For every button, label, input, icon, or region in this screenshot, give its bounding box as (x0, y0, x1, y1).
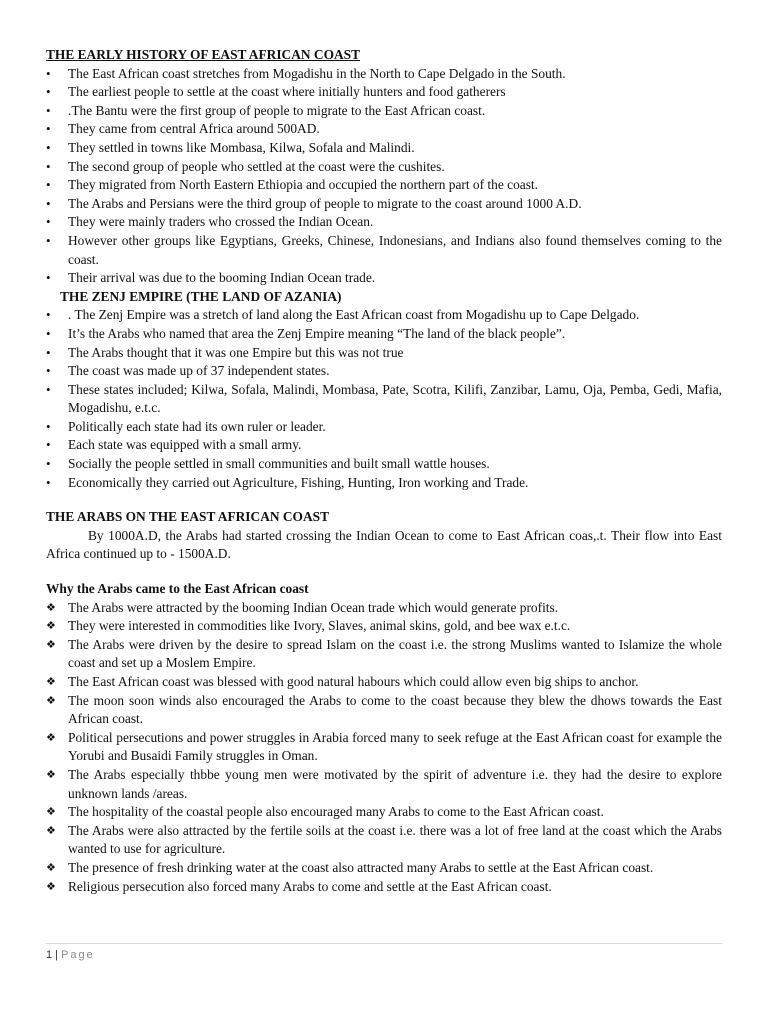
bullet-icon: • (46, 456, 51, 472)
diamond-bullet-icon: ❖ (46, 601, 56, 614)
page-label: Page (60, 949, 95, 961)
list-item: • They migrated from North Eastern Ethiopia and occupied the northern part of the coast. (46, 176, 722, 195)
list-item: ❖ The hospitality of the coastal people also encouraged many Arabs to come to the East African coast. (46, 803, 722, 822)
bullet-icon: • (46, 363, 51, 379)
bullet-icon: • (46, 158, 51, 174)
list-item: ❖ The presence of fresh drinking water at the coast also attracted many Arabs to settle at the East African coast. (46, 859, 722, 878)
bullet-icon: • (46, 232, 51, 248)
list-item: ❖ The moon soon winds also encouraged the Arabs to come to the coast because they blew the dhows towards the East African coast. (46, 692, 722, 727)
arabs-paragraph: By 1000A.D, the Arabs had started crossing the Indian Ocean to come to East African coas,.t. Their flow into East Africa continued up to - 1500A.D. (46, 527, 722, 562)
list-item: • The Arabs and Persians were the third group of people to migrate to the coast around 1000 A.D. (46, 195, 722, 214)
bullet-icon: • (46, 325, 51, 341)
bullet-icon: • (46, 84, 51, 100)
list-item: • Politically each state had its own ruler or leader. (46, 418, 722, 437)
page-number: 1 (46, 949, 53, 961)
list-item: ❖ Political persecutions and power struggles in Arabia forced many to seek refuge at the East African coast for example the Yorubi and Busaidi Family struggles in Oman. (46, 729, 722, 764)
heading-early-history: THE EARLY HISTORY OF EAST AFRICAN COAST (46, 47, 361, 62)
list-item: • The East African coast stretches from Mogadishu in the North to Cape Delgado in the South. (46, 65, 722, 84)
list-item: • .The Bantu were the first group of people to migrate to the East African coast. (46, 102, 722, 121)
diamond-bullet-icon: ❖ (46, 824, 56, 837)
diamond-bullet-icon: ❖ (46, 861, 56, 874)
diamond-bullet-icon: ❖ (46, 806, 56, 819)
list-item: • These states included; Kilwa, Sofala, Malindi, Mombasa, Pate, Scotra, Kilifi, Zanzibar, Lamu, Oja, Pemba, Gedi, Mafia, Mogadishu, e.t.c. (46, 381, 722, 416)
footer-separator: | (55, 949, 58, 961)
bullet-icon: • (46, 474, 51, 490)
list-item: • The coast was made up of 37 independent states. (46, 362, 722, 381)
bullet-icon: • (46, 65, 51, 81)
bullet-icon: • (46, 307, 51, 323)
heading-arabs-coast: THE ARABS ON THE EAST AFRICAN COAST (46, 509, 330, 525)
list-item: • The earliest people to settle at the coast where initially hunters and food gatherers (46, 83, 722, 102)
spacer (46, 492, 722, 508)
list-item: • They settled in towns like Mombasa, Kilwa, Sofala and Malindi. (46, 139, 722, 158)
bullet-icon: • (46, 139, 51, 155)
diamond-bullet-icon: ❖ (46, 676, 56, 688)
bullet-icon: • (46, 121, 51, 137)
bullet-icon: • (46, 344, 51, 360)
list-item: • Each state was equipped with a small army. (46, 436, 722, 455)
diamond-bullet-icon: ❖ (46, 768, 56, 781)
diamond-bullet-icon: ❖ (46, 880, 56, 893)
why-arabs-list (46, 599, 722, 897)
list-item: • They were mainly traders who crossed the Indian Ocean. (46, 213, 722, 232)
list-item: • . The Zenj Empire was a stretch of land along the East African coast from Mogadishu up to Cape Delgado. (46, 306, 722, 325)
diamond-bullet-icon: ❖ (46, 620, 56, 633)
bullet-icon: • (46, 437, 51, 453)
list-item: • They came from central Africa around 500AD. (46, 120, 722, 139)
list-item: ❖ The Arabs were driven by the desire to spread Islam on the coast i.e. the strong Muslims wanted to Islamize the whole coast and set up a Moslem Empire. (46, 636, 722, 671)
list-item: ❖ The Arabs especially thbbe young men were motivated by the spirit of adventure i.e. they had the desire to explore unknown lands /areas. (46, 766, 722, 801)
list-item: • However other groups like Egyptians, Greeks, Chinese, Indonesians, and Indians also found themselves coming to the coast. (46, 232, 722, 267)
zenj-empire-list (46, 306, 722, 492)
bullet-icon: • (46, 270, 51, 286)
bullet-icon: • (46, 418, 51, 434)
list-item: ❖ Religious persecution also forced many Arabs to come and settle at the East African coast. (46, 878, 722, 897)
document-body (46, 46, 722, 896)
list-item: ❖ The East African coast was blessed with good natural habours which could allow even big ships to anchor. (46, 673, 722, 692)
list-item: ❖ The Arabs were also attracted by the fertile soils at the coast i.e. there was a lot of free land at the coast which the Arabs wanted to use for agriculture. (46, 822, 722, 857)
bullet-icon: • (46, 195, 51, 211)
bullet-icon: • (46, 381, 51, 397)
diamond-bullet-icon: ❖ (46, 694, 56, 707)
list-item: • The Arabs thought that it was one Empire but this was not true (46, 344, 722, 363)
bullet-icon: • (46, 102, 51, 118)
diamond-bullet-icon: ❖ (46, 731, 56, 744)
page-footer (46, 946, 95, 965)
list-item: • Their arrival was due to the booming Indian Ocean trade. (46, 269, 722, 288)
diamond-bullet-icon: ❖ (46, 638, 56, 651)
heading-why-arabs-came: Why the Arabs came to the East African coast (46, 581, 309, 597)
heading-zenj-empire: THE ZENJ EMPIRE (THE LAND OF AZANIA) (60, 288, 342, 304)
list-item: • Socially the people settled in small communities and built small wattle houses. (46, 455, 722, 474)
list-item: ❖ They were interested in commodities like Ivory, Slaves, animal skins, gold, and bee wax e.t.c. (46, 617, 722, 636)
list-item: • The second group of people who settled at the coast were the cushites. (46, 158, 722, 177)
bullet-icon: • (46, 177, 51, 193)
footer-divider (46, 943, 722, 944)
list-item: • Economically they carried out Agriculture, Fishing, Hunting, Iron working and Trade. (46, 474, 722, 493)
early-history-list (46, 65, 722, 288)
bullet-icon: • (46, 214, 51, 230)
list-item: • It’s the Arabs who named that area the Zenj Empire meaning “The land of the black people”. (46, 325, 722, 344)
spacer (46, 564, 722, 580)
list-item: ❖ The Arabs were attracted by the booming Indian Ocean trade which would generate profits. (46, 599, 722, 618)
